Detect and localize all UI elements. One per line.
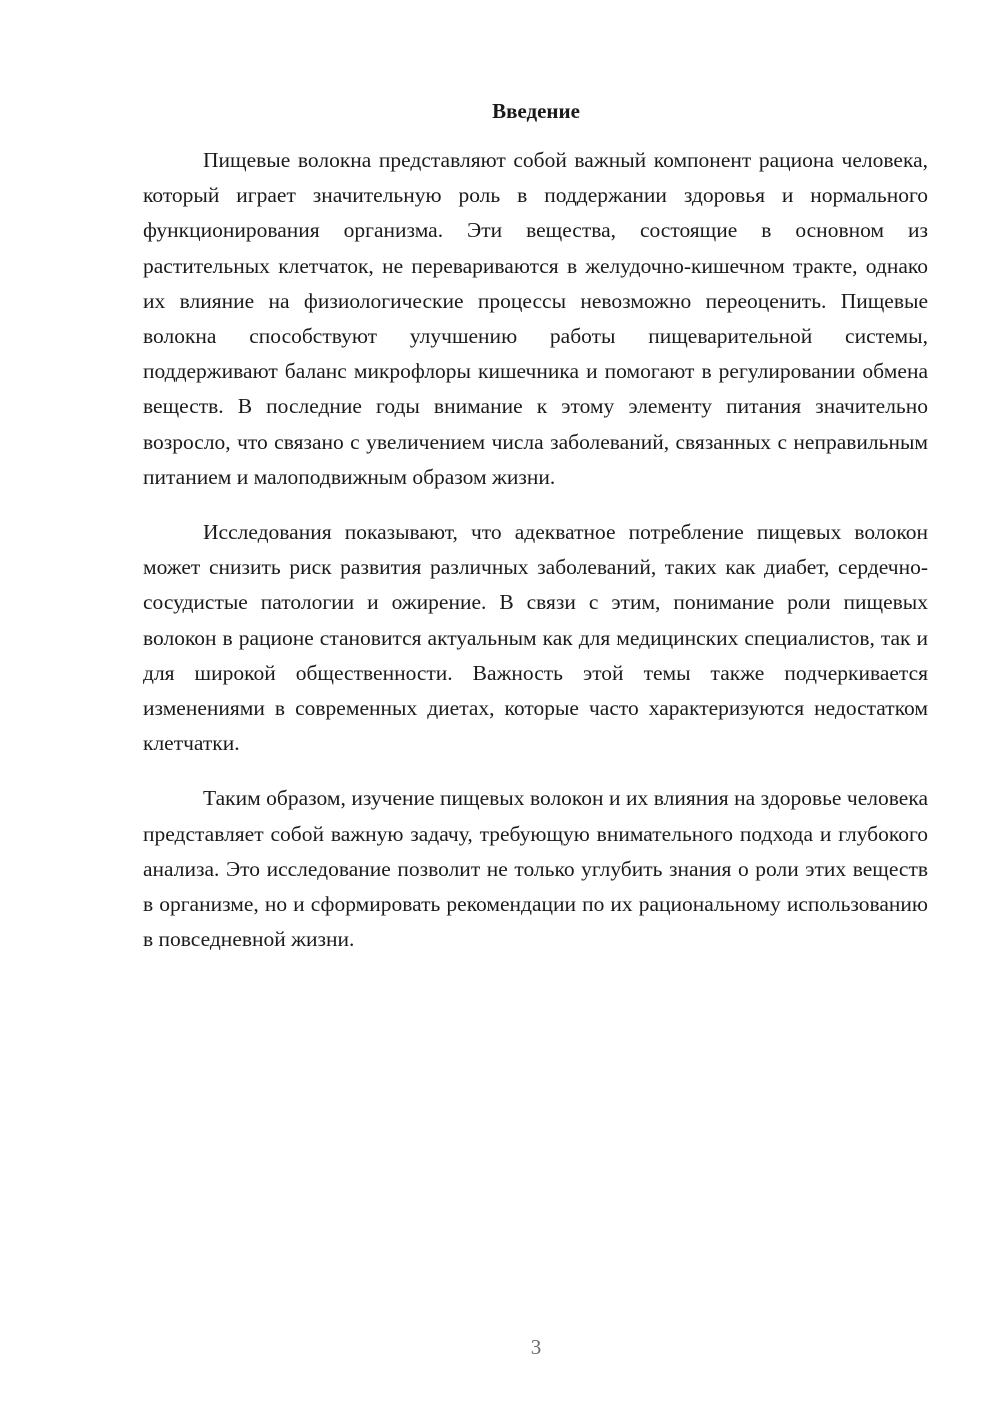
paragraph-1: Пищевые волокна представляют собой важный компонент рациона человека, который играет значительную роль в поддержании здоровья и нормального функционирования организма. Эти вещества, состоящие в основном из растительных клетчаток, не перевариваются в желудочно-кишечном тракте, однако их влияние на физиологические процессы невозможно переоценить. Пищевые волокна способствуют улучшению работы пищеварительной системы, поддерживают баланс микрофлоры кишечника и помогают в регулировании обмена веществ. В последние годы внимание к этому элементу питания значительно возросло, что связано с увеличением числа заболеваний, связанных с неправильным питанием и малоподвижным образом жизни. xyxy=(143,148,928,489)
paragraph-3: Таким образом, изучение пищевых волокон и их влияния на здоровье человека представляет собой важную задачу, требующую внимательного подхода и глубокого анализа. Это исследование позволит не только углубить знания о роли этих веществ в организме, но и сформировать рекомендации по их рациональному использованию в повседневной жизни. xyxy=(143,786,928,952)
page-number: 3 xyxy=(530,1335,542,1359)
paragraph-2: Исследования показывают, что адекватное потребление пищевых волокон может снизить риск развития различных заболеваний, таких как диабет, сердечно-сосудистые патологии и ожирение. В связи с этим, понимание роли пищевых волокон в рационе становится актуальным как для медицинских специалистов, так и для широкой общественности. Важность этой темы также подчеркивается изменениями в современных диетах, которые часто характеризуются недостатком клетчатки. xyxy=(143,520,928,756)
body-text xyxy=(143,143,928,977)
section-heading: Введение xyxy=(492,99,580,123)
